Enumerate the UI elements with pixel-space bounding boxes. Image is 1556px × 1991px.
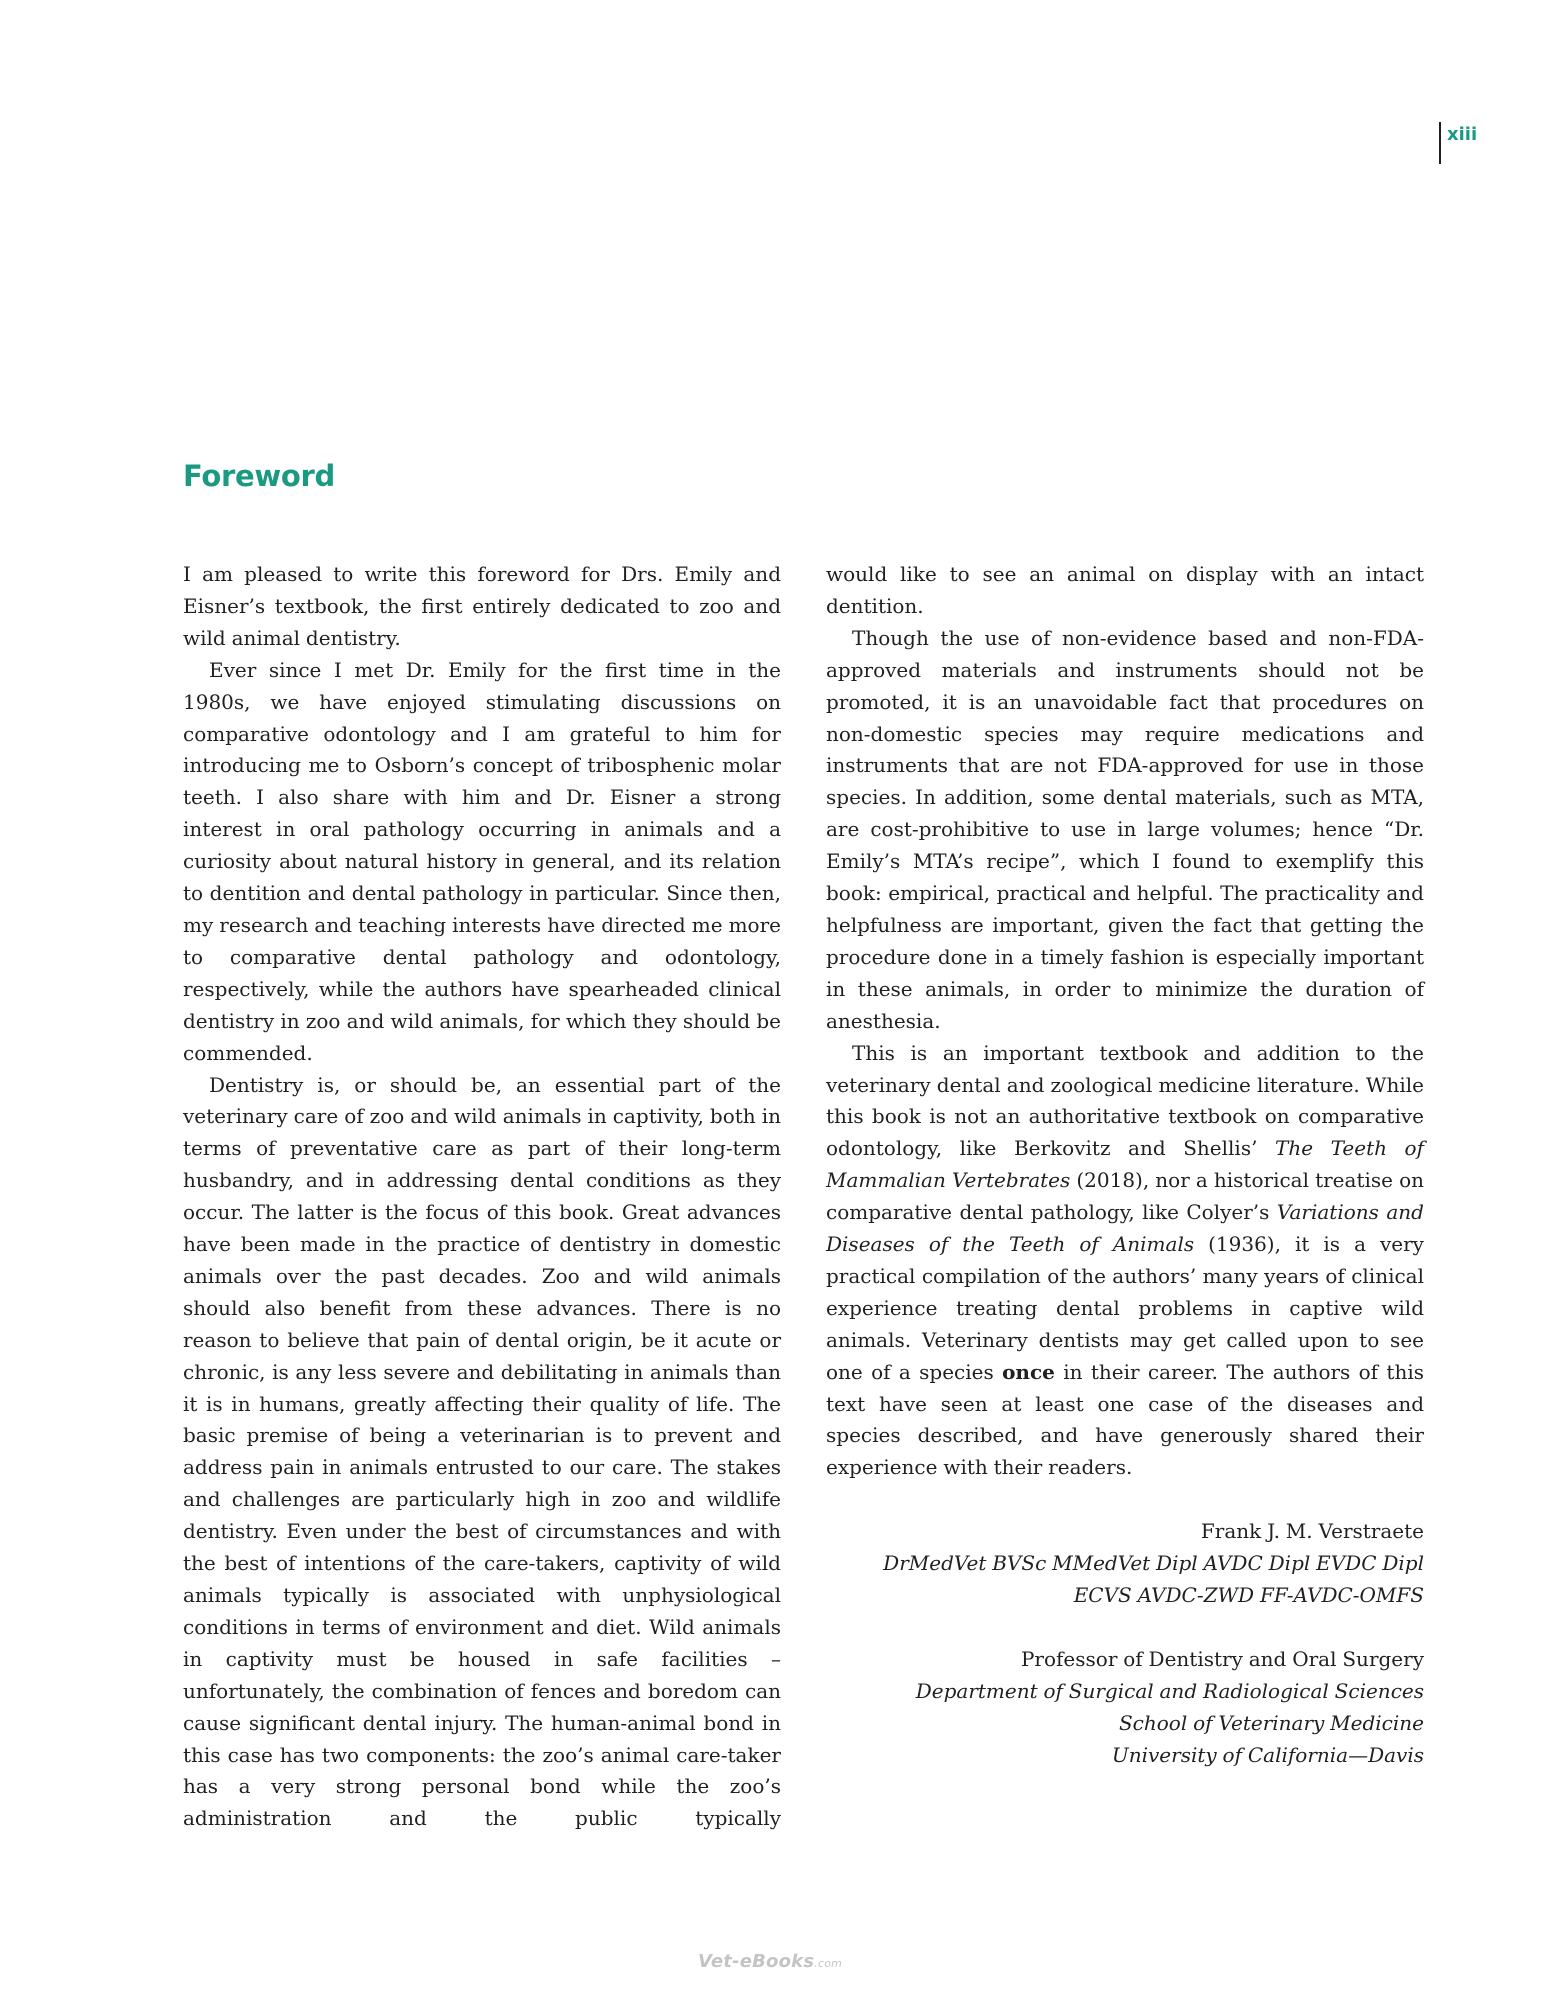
page-number: xiii	[1447, 124, 1478, 145]
signature-credentials-line-2: ECVS AVDC-ZWD FF-AVDC-OMFS	[1073, 1582, 1424, 1607]
text-column-left	[183, 559, 781, 1835]
page-number-rule	[1439, 122, 1441, 164]
paragraph-5-text-c: (2018), nor a historical treatise on comparative dental pathology, like Colyer’s	[826, 1168, 1424, 1225]
paragraph-5-text-g: in their career. The authors of this text have seen at least one case of the diseases and species described, and have generously shared their experience with their readers.	[826, 1359, 1425, 1480]
signature-school: School of Veterinary Medicine	[1118, 1710, 1424, 1735]
signature-department: Department of Surgical and Radiological Sciences	[915, 1678, 1424, 1703]
paragraph-3-part-1: Dentistry is, or should be, an essential part of the veterinary care of zoo and wild animals in captivity, both in terms of preventative care as part of their long-term husbandry, and in addressing dental conditions as they occur. The latter is the focus of this book. Great advances have been made in the practice of dentistry in domestic animals over the past decades. Zoo and wild animals should also benefit from these advances. There is no reason to believe that pain of dental origin, be it acute or chronic, is any less severe and debilitating in animals than it is in humans, greatly affecting their quality of life. The basic premise of being a veterinarian is to prevent and address pain in animals entrusted to our care. The stakes and challenges are particularly high in zoo and wildlife dentistry. Even under the best of circumstances and with the best of intentions of the care-takers, captivity of wild animals typically is associated with unphysiological conditions in terms of environment and diet. Wild animals in captivity must be housed in safe facilities – unfortunately, the combination of fences and boredom can cause significant dental injury. The human-animal bond in this case has two components: the zoo’s animal care-taker has a very strong personal bond while the zoo’s administration and the public typically	[183, 1072, 781, 1831]
book-title-teeth-of-mammalian-vertebrates: The Teeth of Mammalian Vertebrates	[826, 1136, 1424, 1193]
signature-position: Professor of Dentistry and Oral Surgery	[1020, 1646, 1424, 1671]
signature-university: University of California—Davis	[1111, 1742, 1424, 1767]
emphasis-once: once	[1002, 1359, 1055, 1384]
signature-credentials-line-1: DrMedVet BVSc MMedVet Dipl AVDC Dipl EVDC Dipl	[883, 1551, 1424, 1576]
watermark-logo	[698, 1951, 842, 1972]
book-title-variations-and-diseases: Variations and Diseases of the Teeth of Animals	[826, 1200, 1424, 1257]
signature-block	[826, 1516, 1424, 1771]
paragraph-1: I am pleased to write this foreword for Drs. Emily and Eisner’s textbook, the first entirely dedicated to zoo and wild animal dentistry.	[183, 562, 781, 650]
page-title: Foreword	[183, 459, 335, 493]
paragraph-3-part-2: would like to see an animal on display with an intact dentition.	[826, 562, 1424, 618]
watermark-name: Vet-eBooks	[698, 1951, 815, 1972]
paragraph-2: Ever since I met Dr. Emily for the first time in the 1980s, we have enjoyed stimulating discussions on comparative odontology and I am grateful to him for introducing me to Osborn’s concept of tribosphenic molar teeth. I also share with him and Dr. Eisner a strong interest in oral pathology occurring in animals and a curiosity about natural history in general, and its relation to dentition and dental pathology in particular. Since then, my research and teaching interests have directed me more to comparative dental pathology and odontology, respectively, while the authors have spearheaded clinical dentistry in zoo and wild animals, for which they should be commended.	[183, 657, 781, 1065]
watermark-suffix: .com	[814, 1957, 843, 1970]
paragraph-4: Though the use of non-evidence based and non-FDA-approved materials and instruments should not be promoted, it is an unavoidable fact that procedures on non-domestic species may require medications and instruments that are not FDA-approved for use in those species. In addition, some dental materials, such as MTA, are cost-prohibitive to use in large volumes; hence “Dr. Emily’s MTA’s recipe”, which I found to exemplify this book: empirical, practical and helpful. The practicality and helpfulness are important, given the fact that getting the procedure done in a timely fashion is especially important in these animals, in order to minimize the duration of anesthesia.	[826, 625, 1424, 1033]
text-column-right	[826, 559, 1424, 1771]
paragraph-5	[826, 1038, 1424, 1485]
paragraph-5-text-a: This is an important textbook and addition to the veterinary dental and zoological medicine literature. While this book is not an authoritative textbook on comparative odontology, like Berkovitz and Shellis’	[826, 1040, 1424, 1161]
paragraph-5-text-e: (1936), it is a very practical compilation of the authors’ many years of clinical experience treating dental problems in captive wild animals. Veterinary dentists may get called upon to see one of a species	[826, 1232, 1424, 1384]
signature-name: Frank J. M. Verstraete	[1200, 1519, 1424, 1544]
